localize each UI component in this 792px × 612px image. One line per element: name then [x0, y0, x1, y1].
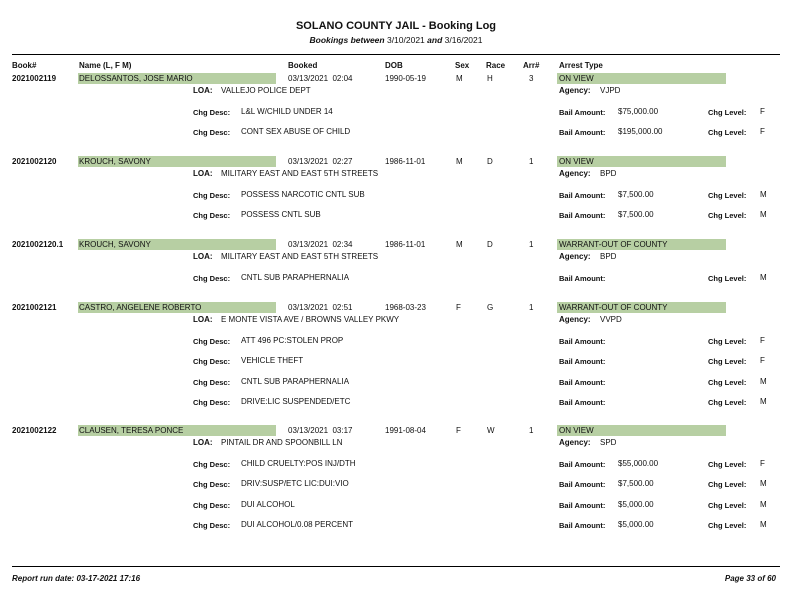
charge-desc-label: Chg Desc: [193, 128, 231, 138]
agency-value: VJPD [600, 86, 621, 95]
loa-label: LOA: [193, 86, 213, 95]
race-value: G [487, 303, 494, 312]
booking-number: 2021002119 [12, 74, 57, 83]
agency-value: BPD [600, 169, 617, 178]
loa-label: LOA: [193, 252, 213, 261]
charge-level: M [760, 519, 767, 529]
sex-value: F [456, 426, 461, 435]
location-of-arrest: VALLEJO POLICE DEPT [221, 86, 311, 95]
inmate-name: DELOSSANTOS, JOSE MARIO [79, 74, 193, 83]
charge-description: CNTL SUB PARAPHERNALIA [241, 376, 350, 386]
date-to: 3/16/2021 [444, 35, 483, 45]
page-number: Page 33 of 60 [724, 574, 776, 583]
bail-amount: $195,000.00 [618, 127, 663, 137]
race-value: D [487, 157, 493, 166]
charge-level-label: Chg Level: [708, 397, 747, 407]
sex-value: M [456, 157, 463, 166]
bail-amount-label: Bail Amount: [559, 480, 606, 490]
location-of-arrest: MILITARY EAST AND EAST 5TH STREETS [221, 252, 379, 261]
agency-label: Agency: [559, 315, 591, 324]
loa-label: LOA: [193, 315, 213, 324]
arrest-type: WARRANT-OUT OF COUNTY [559, 240, 668, 249]
charge-description: DUI ALCOHOL/0.08 PERCENT [241, 519, 354, 529]
booked-datetime: 03/13/2021 02:27 [288, 157, 353, 166]
bail-amount: $5,000.00 [618, 519, 654, 529]
bail-amount-label: Bail Amount: [559, 397, 606, 407]
bail-amount-label: Bail Amount: [559, 337, 606, 346]
charge-level: M [760, 190, 767, 199]
charge-desc-label: Chg Desc: [193, 377, 231, 387]
bail-amount: $5,000.00 [618, 499, 654, 509]
charge-desc-label: Chg Desc: [193, 480, 231, 490]
bail-amount: $7,500.00 [618, 190, 654, 199]
charge-level-label: Chg Level: [708, 377, 747, 387]
date-of-birth: 1986-11-01 [385, 157, 426, 166]
subtitle-prefix: Bookings between [309, 35, 385, 45]
booking-number: 2021002121 [12, 303, 57, 312]
sex-value: M [456, 240, 463, 249]
booked-datetime: 03/13/2021 02:51 [288, 303, 353, 312]
charge-level-label: Chg Level: [708, 520, 747, 530]
charge-description: DUI ALCOHOL [241, 499, 295, 509]
agency-label: Agency: [559, 86, 591, 95]
charge-description: POSSESS CNTL SUB [241, 210, 321, 220]
charge-level: M [760, 479, 767, 489]
charge-desc-label: Chg Desc: [193, 520, 231, 530]
race-value: H [487, 74, 493, 83]
col-header-book: Book# [12, 61, 37, 70]
col-header-arrest-type: Arrest Type [559, 61, 603, 70]
charge-level-label: Chg Level: [708, 480, 747, 490]
bail-amount-label: Bail Amount: [559, 377, 606, 387]
charge-desc-label: Chg Desc: [193, 274, 231, 283]
charge-level: M [760, 210, 767, 220]
charge-level: F [760, 356, 765, 366]
charge-level-label: Chg Level: [708, 357, 747, 367]
charge-desc-label: Chg Desc: [193, 337, 231, 346]
agency-label: Agency: [559, 438, 591, 447]
booking-number: 2021002120.1 [12, 240, 64, 249]
date-from: 3/10/2021 [386, 35, 425, 45]
charge-level-label: Chg Level: [708, 211, 747, 221]
bail-amount-label: Bail Amount: [559, 191, 606, 200]
location-of-arrest: PINTAIL DR AND SPOONBILL LN [221, 438, 343, 447]
agency-label: Agency: [559, 252, 591, 261]
arrest-count: 1 [529, 240, 534, 249]
arrest-count: 1 [529, 426, 534, 435]
inmate-name: CASTRO, ANGELENE ROBERTO [79, 303, 202, 312]
arrest-type: ON VIEW [559, 157, 594, 166]
sex-value: M [456, 74, 463, 83]
inmate-name: KROUCH, SAVONY [79, 157, 151, 166]
booking-number: 2021002120 [12, 157, 57, 166]
arrest-count: 1 [529, 157, 534, 166]
charge-level-label: Chg Level: [708, 500, 747, 510]
charge-desc-label: Chg Desc: [193, 357, 231, 367]
booked-datetime: 03/13/2021 02:04 [288, 74, 353, 83]
agency-value: VVPD [600, 315, 622, 324]
charge-level-label: Chg Level: [708, 337, 747, 346]
bail-amount-label: Bail Amount: [559, 108, 606, 117]
charge-description: CHILD CRUELTY:POS INJ/DTH [241, 459, 356, 468]
charge-level-label: Chg Level: [708, 274, 747, 283]
arrest-type: ON VIEW [559, 74, 594, 83]
report-run-date: Report run date: 03-17-2021 17:16 [12, 574, 141, 583]
date-of-birth: 1986-11-01 [385, 240, 426, 249]
charge-description: L&L W/CHILD UNDER 14 [241, 107, 333, 116]
charge-desc-label: Chg Desc: [193, 397, 231, 407]
inmate-name: CLAUSEN, TERESA PONCE [79, 426, 184, 435]
footer-rule [12, 566, 780, 567]
bail-amount-label: Bail Amount: [559, 460, 606, 469]
charge-level: M [760, 499, 767, 509]
race-value: D [487, 240, 493, 249]
bail-amount: $55,000.00 [618, 459, 659, 468]
charge-level-label: Chg Level: [708, 191, 747, 200]
subtitle-and: and [427, 35, 443, 45]
charge-desc-label: Chg Desc: [193, 211, 231, 221]
bail-amount-label: Bail Amount: [559, 211, 606, 221]
charge-level-label: Chg Level: [708, 460, 747, 469]
bail-amount-label: Bail Amount: [559, 128, 606, 138]
booking-number: 2021002122 [12, 426, 57, 435]
col-header-race: Race [486, 61, 506, 70]
inmate-name: KROUCH, SAVONY [79, 240, 151, 249]
bail-amount-label: Bail Amount: [559, 500, 606, 510]
bail-amount: $75,000.00 [618, 107, 659, 116]
charge-level: M [760, 396, 767, 406]
charge-desc-label: Chg Desc: [193, 460, 231, 469]
charge-level: F [760, 336, 765, 345]
bail-amount-label: Bail Amount: [559, 274, 606, 283]
charge-level: F [760, 107, 765, 116]
charge-description: ATT 496 PC:STOLEN PROP [241, 336, 344, 345]
charge-desc-label: Chg Desc: [193, 500, 231, 510]
location-of-arrest: MILITARY EAST AND EAST 5TH STREETS [221, 169, 379, 178]
loa-label: LOA: [193, 438, 213, 447]
loa-label: LOA: [193, 169, 213, 178]
header-rule [12, 54, 780, 55]
arrest-count: 1 [529, 303, 534, 312]
charge-level: M [760, 376, 767, 386]
col-header-name: Name (L, F M) [79, 61, 132, 70]
col-header-dob: DOB [385, 61, 403, 70]
charge-level-label: Chg Level: [708, 128, 747, 138]
charge-description: POSSESS NARCOTIC CNTL SUB [241, 190, 365, 199]
charge-desc-label: Chg Desc: [193, 191, 231, 200]
charge-level: F [760, 459, 765, 468]
charge-description: VEHICLE THEFT [241, 356, 304, 366]
charge-level-label: Chg Level: [708, 108, 747, 117]
arrest-count: 3 [529, 74, 534, 83]
charge-description: DRIVE:LIC SUSPENDED/ETC [241, 396, 351, 406]
agency-label: Agency: [559, 169, 591, 178]
bail-amount: $7,500.00 [618, 479, 654, 489]
agency-value: SPD [600, 438, 617, 447]
report-subtitle [0, 35, 792, 45]
charge-description: CONT SEX ABUSE OF CHILD [241, 127, 351, 137]
charge-level: F [760, 127, 765, 137]
date-of-birth: 1990-05-19 [385, 74, 426, 83]
bail-amount-label: Bail Amount: [559, 357, 606, 367]
col-header-booked: Booked [288, 61, 318, 70]
arrest-type: ON VIEW [559, 426, 594, 435]
date-of-birth: 1991-08-04 [385, 426, 426, 435]
sex-value: F [456, 303, 461, 312]
bail-amount-label: Bail Amount: [559, 520, 606, 530]
charge-desc-label: Chg Desc: [193, 108, 231, 117]
col-header-arr: Arr# [523, 61, 540, 70]
booked-datetime: 03/13/2021 03:17 [288, 426, 353, 435]
location-of-arrest: E MONTE VISTA AVE / BROWNS VALLEY PKWY [221, 315, 400, 324]
race-value: W [487, 426, 495, 435]
booked-datetime: 03/13/2021 02:34 [288, 240, 353, 249]
col-header-sex: Sex [455, 61, 470, 70]
charge-description: DRIV:SUSP/ETC LIC:DUI:VIO [241, 479, 349, 489]
bail-amount: $7,500.00 [618, 210, 654, 220]
date-of-birth: 1968-03-23 [385, 303, 426, 312]
agency-value: BPD [600, 252, 617, 261]
report-title: SOLANO COUNTY JAIL - Booking Log [295, 20, 497, 32]
charge-level: M [760, 273, 767, 282]
arrest-type: WARRANT-OUT OF COUNTY [559, 303, 668, 312]
charge-description: CNTL SUB PARAPHERNALIA [241, 273, 350, 282]
